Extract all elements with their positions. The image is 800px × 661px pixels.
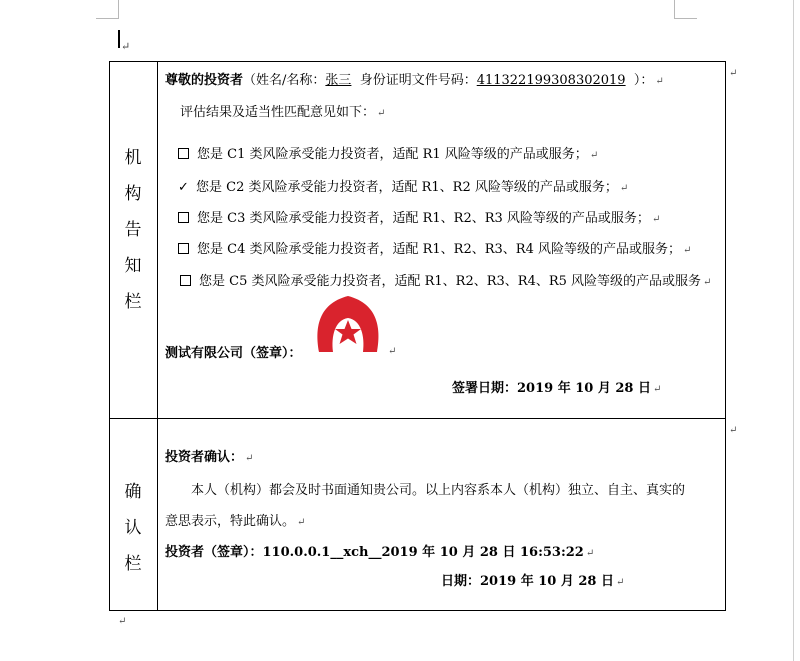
confirmation-section-label: 确 认 栏 [124, 482, 142, 574]
company-signature: 测试有限公司（签章）： [165, 346, 302, 361]
risk-option-c3[interactable]: 您是 C3 类风险承受能力投资者，适配 R1、R2、R3 风险等级的产品或服务； ↵ [178, 207, 660, 226]
table-row-divider [109, 418, 726, 419]
confirmation-body-line1: 本人（机构）都会及时书面通知贵公司。以上内容系本人（机构）独立、自主、真实的 [191, 483, 686, 498]
row-end-mark: ↵ [729, 425, 738, 436]
checkbox-icon[interactable] [180, 275, 191, 286]
checkbox-icon[interactable] [178, 212, 189, 223]
seal-star [335, 320, 361, 344]
checkbox-icon[interactable] [178, 243, 189, 254]
table-column-divider [157, 61, 158, 611]
paragraph-mark: ↵ [118, 616, 127, 627]
page-edge [793, 0, 794, 661]
paragraph-mark: ↵ [121, 40, 131, 53]
text-cursor [118, 30, 120, 48]
investor-name: 张三 [325, 73, 352, 88]
confirmation-heading: 投资者确认： ↵ [165, 450, 254, 465]
risk-option-c2[interactable]: ✓ 您是 C2 类风险承受能力投资者，适配 R1、R2 风险等级的产品或服务； ↵ [178, 180, 629, 195]
risk-option-c4[interactable]: 您是 C4 类风险承受能力投资者，适配 R1、R2、R3、R4 风险等级的产品或服务； ↵ [178, 238, 691, 257]
row-end-mark: ↵ [729, 68, 738, 79]
risk-option-c5[interactable]: 您是 C5 类风险承受能力投资者，适配 R1、R2、R3、R4、R5 风险等级的产品或服务 ↵ [180, 270, 711, 289]
assessment-intro: 评估结果及适当性匹配意见如下： ↵ [180, 105, 386, 120]
confirmation-date: 日期：2019 年 10 月 28 日 ↵ [441, 574, 625, 589]
paragraph-mark: ↵ [388, 346, 397, 357]
institution-section-label: 机 构 告 知 栏 [124, 148, 142, 312]
id-number: 411322199308302019 [476, 73, 626, 88]
sign-date: 签署日期：2019 年 10 月 28 日 ↵ [452, 381, 662, 396]
checkmark-icon[interactable]: ✓ [178, 180, 189, 195]
page-corner-top-right [674, 0, 697, 19]
company-seal-icon [313, 290, 383, 360]
confirmation-body-line2: 意思表示，特此确认。 ↵ [165, 514, 306, 529]
investor-signature: 投资者（签章）：110.0.0.1__xch__2019 年 10 月 28 日 16:53:22 ↵ [165, 545, 595, 560]
greeting-line: 尊敬的投资者（姓名/名称：张三 身份证明文件号码：411322199308302019 ）： ↵ [165, 73, 664, 88]
risk-option-c1[interactable]: 您是 C1 类风险承受能力投资者，适配 R1 风险等级的产品或服务； ↵ [178, 143, 598, 162]
checkbox-icon[interactable] [178, 148, 189, 159]
page-corner-top-left [96, 0, 119, 19]
